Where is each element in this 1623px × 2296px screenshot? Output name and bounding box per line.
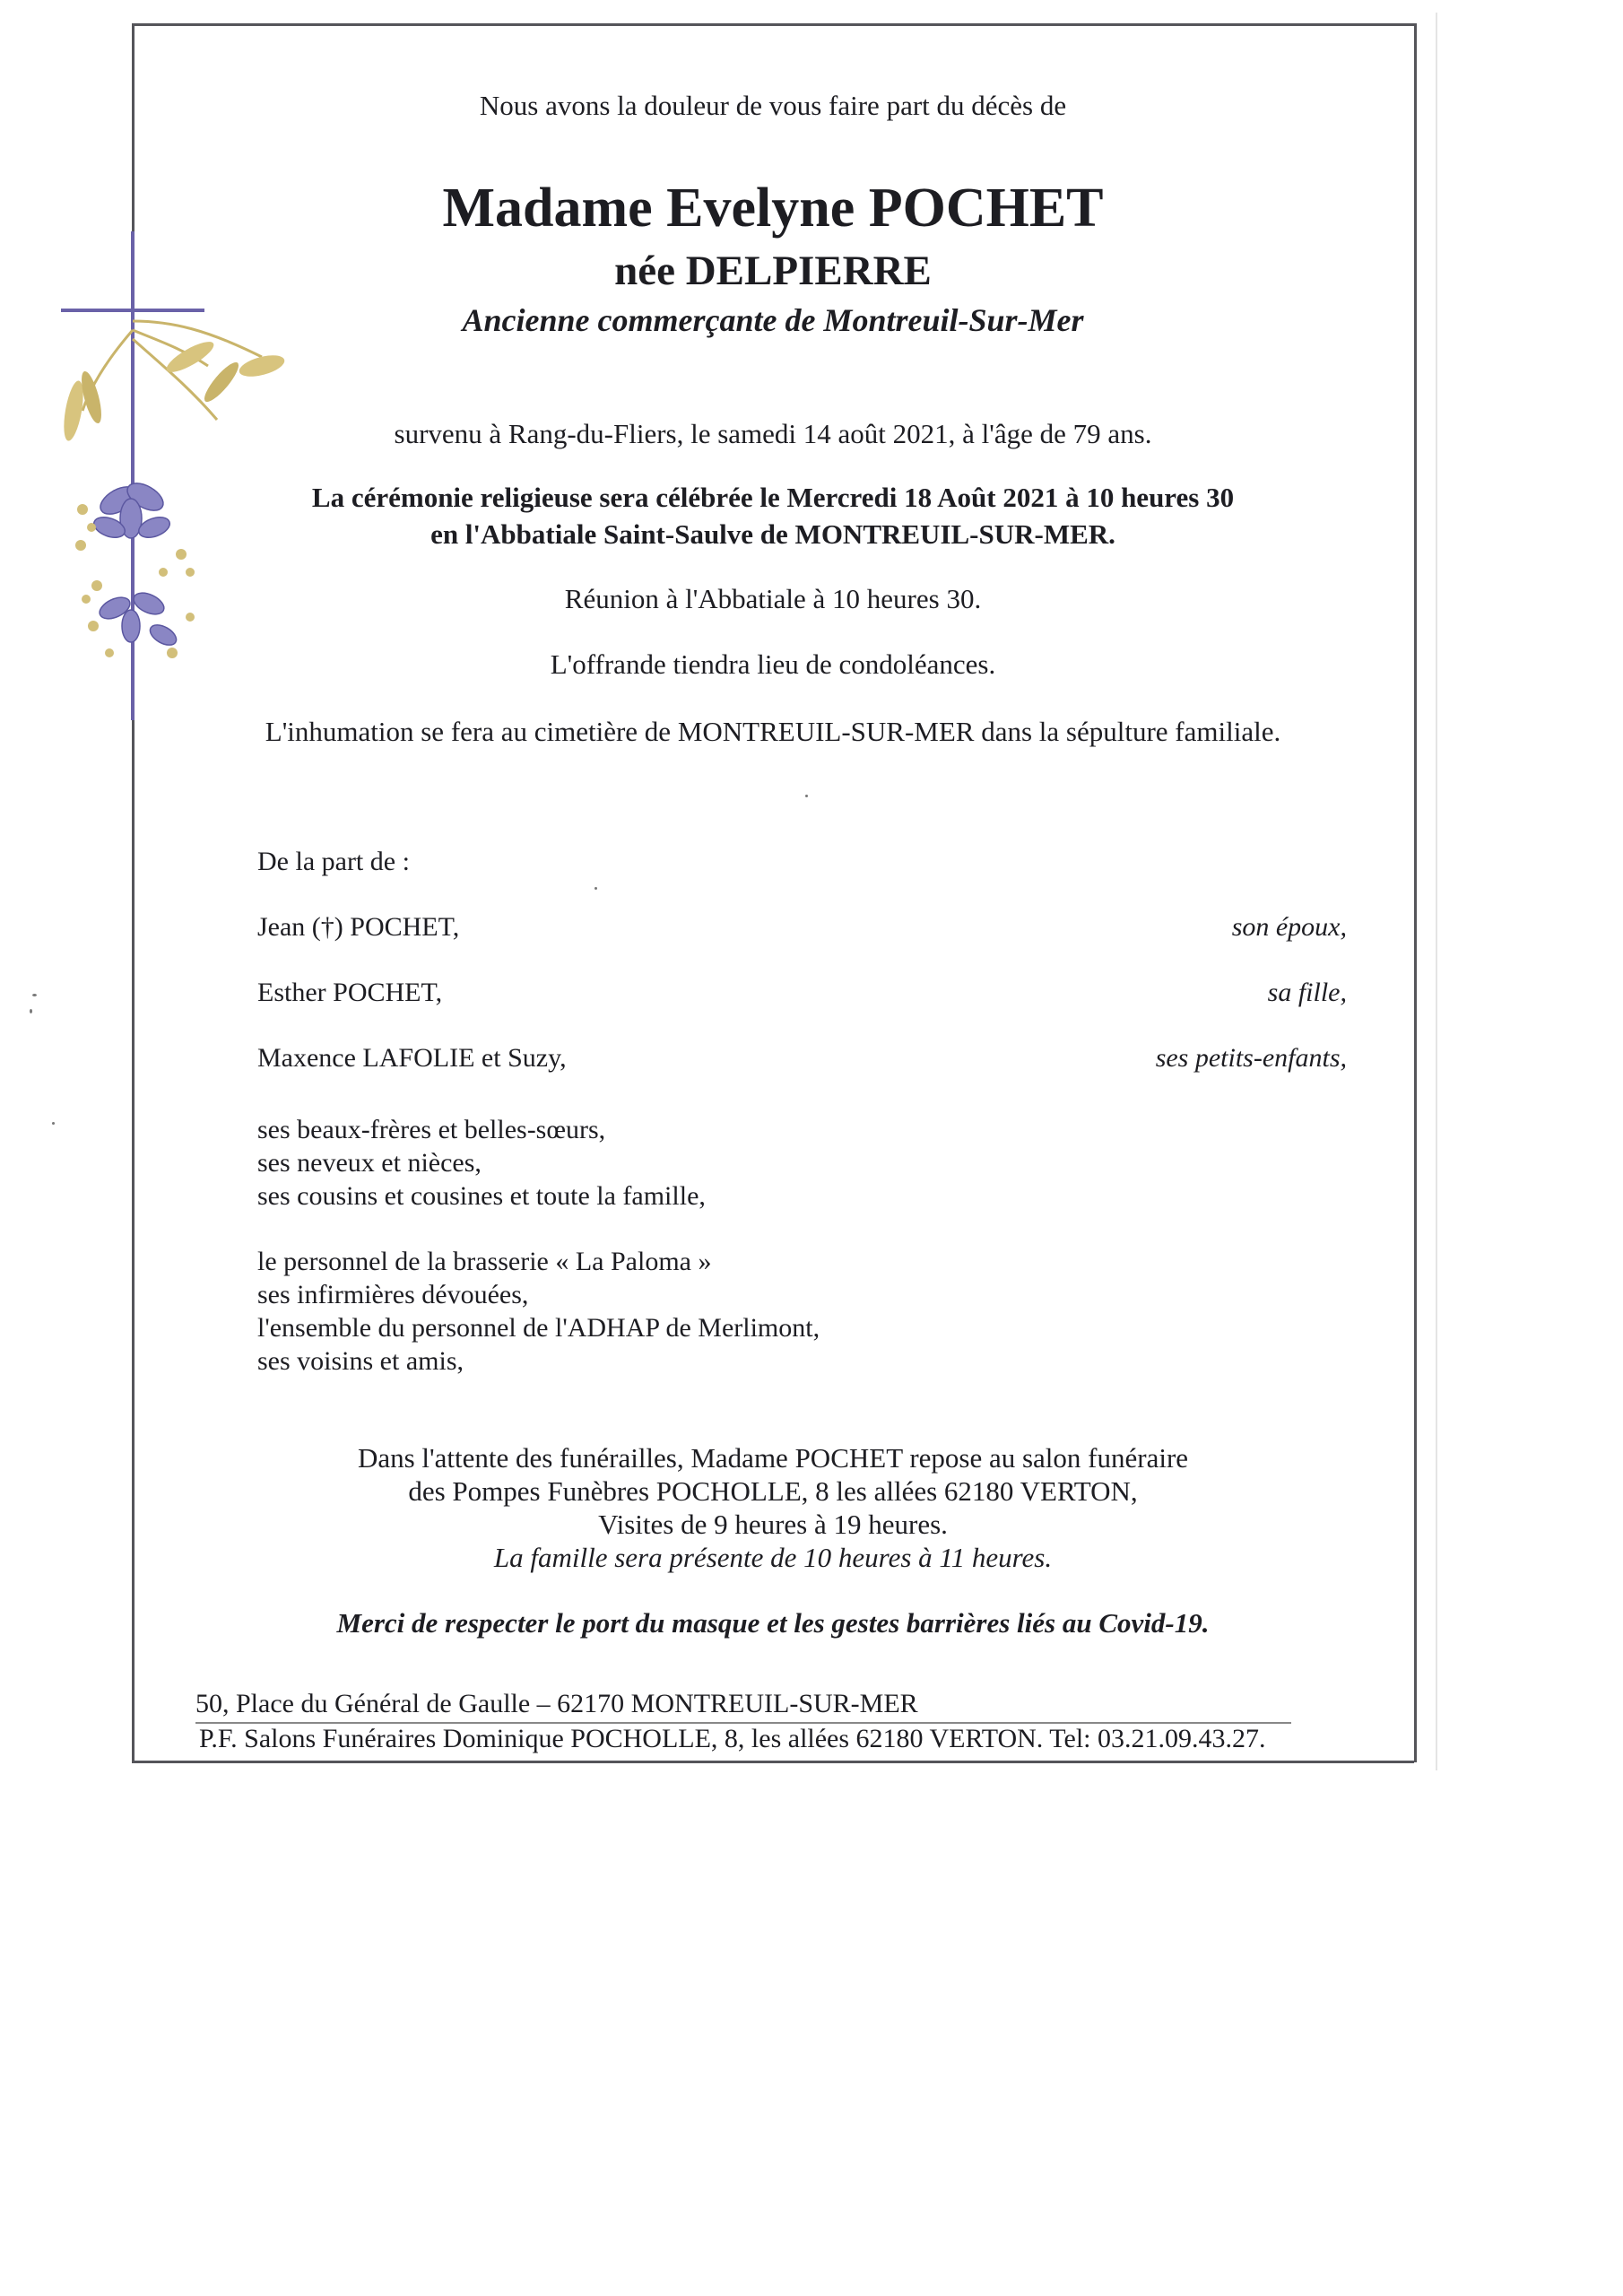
family-member-relation: sa fille, — [1267, 978, 1347, 1007]
ceremony-line-2: en l'Abbatiale Saint-Saulve de MONTREUIL-SUR-MER. — [430, 518, 1115, 550]
others-line: le personnel de la brasserie « La Paloma » — [257, 1247, 712, 1276]
family-member-name: Esther POCHET, — [257, 978, 443, 1007]
relatives-line: ses beaux-frères et belles-sœurs, — [257, 1115, 606, 1144]
others-line: l'ensemble du personnel de l'ADHAP de Merlimont, — [257, 1313, 820, 1343]
others-line: ses infirmières dévouées, — [257, 1280, 529, 1309]
funeral-home-line-2: des Pompes Funèbres POCHOLLE, 8 les allées 62180 VERTON, — [408, 1475, 1138, 1507]
others-line: ses voisins et amis, — [257, 1346, 464, 1376]
visiting-hours: Visites de 9 heures à 19 heures. — [598, 1509, 948, 1540]
footer-address: 50, Place du Général de Gaulle – 62170 MONTREUIL-SUR-MER — [195, 1689, 918, 1718]
ceremony-line-1: La cérémonie religieuse sera célébrée le Mercredi 18 Août 2021 à 10 heures 30 — [311, 482, 1235, 513]
family-member-name: Jean (†) POCHET, — [257, 912, 460, 942]
burial-text: L'inhumation se fera au cimetière de MONTREUIL-SUR-MER dans la sépulture familiale. — [265, 716, 1281, 747]
scan-speck — [52, 1122, 55, 1125]
death-statement: survenu à Rang-du-Fliers, le samedi 14 août 2021, à l'âge de 79 ans. — [394, 418, 1152, 449]
footer-company: P.F. Salons Funéraires Dominique POCHOLLE, 8, les allées 62180 VERTON. Tel: 03.21.09.43.27. — [199, 1724, 1266, 1753]
deceased-name: Madame Evelyne POCHET — [442, 178, 1104, 239]
family-member-relation: ses petits-enfants, — [1155, 1043, 1347, 1073]
family-heading: De la part de : — [257, 847, 410, 876]
family-member-relation: son époux, — [1231, 912, 1347, 942]
scan-speck — [805, 795, 808, 797]
family-member-name: Maxence LAFOLIE et Suzy, — [257, 1043, 567, 1073]
covid-notice: Merci de respecter le port du masque et les gestes barrières liés au Covid-19. — [336, 1607, 1210, 1639]
maiden-name: née DELPIERRE — [614, 248, 932, 294]
funeral-home-line-1: Dans l'attente des funérailles, Madame POCHET repose au salon funéraire — [357, 1442, 1189, 1474]
meeting-text: Réunion à l'Abbatiale à 10 heures 30. — [564, 583, 982, 614]
relatives-line: ses neveux et nièces, — [257, 1148, 482, 1178]
scan-speck — [32, 994, 37, 996]
scan-speck — [30, 1009, 32, 1013]
card-border-bottom — [132, 1761, 1414, 1763]
family-presence: La famille sera présente de 10 heures à 11 heures. — [493, 1542, 1053, 1573]
offering-text: L'offrande tiendra lieu de condoléances. — [550, 648, 996, 680]
page-edge-shadow — [1436, 13, 1437, 1770]
scan-speck — [595, 887, 597, 890]
relatives-line: ses cousins et cousines et toute la famille, — [257, 1181, 706, 1211]
occupation: Ancienne commerçante de Montreuil-Sur-Mer — [462, 302, 1084, 338]
intro-text: Nous avons la douleur de vous faire part du décès de — [479, 90, 1067, 121]
